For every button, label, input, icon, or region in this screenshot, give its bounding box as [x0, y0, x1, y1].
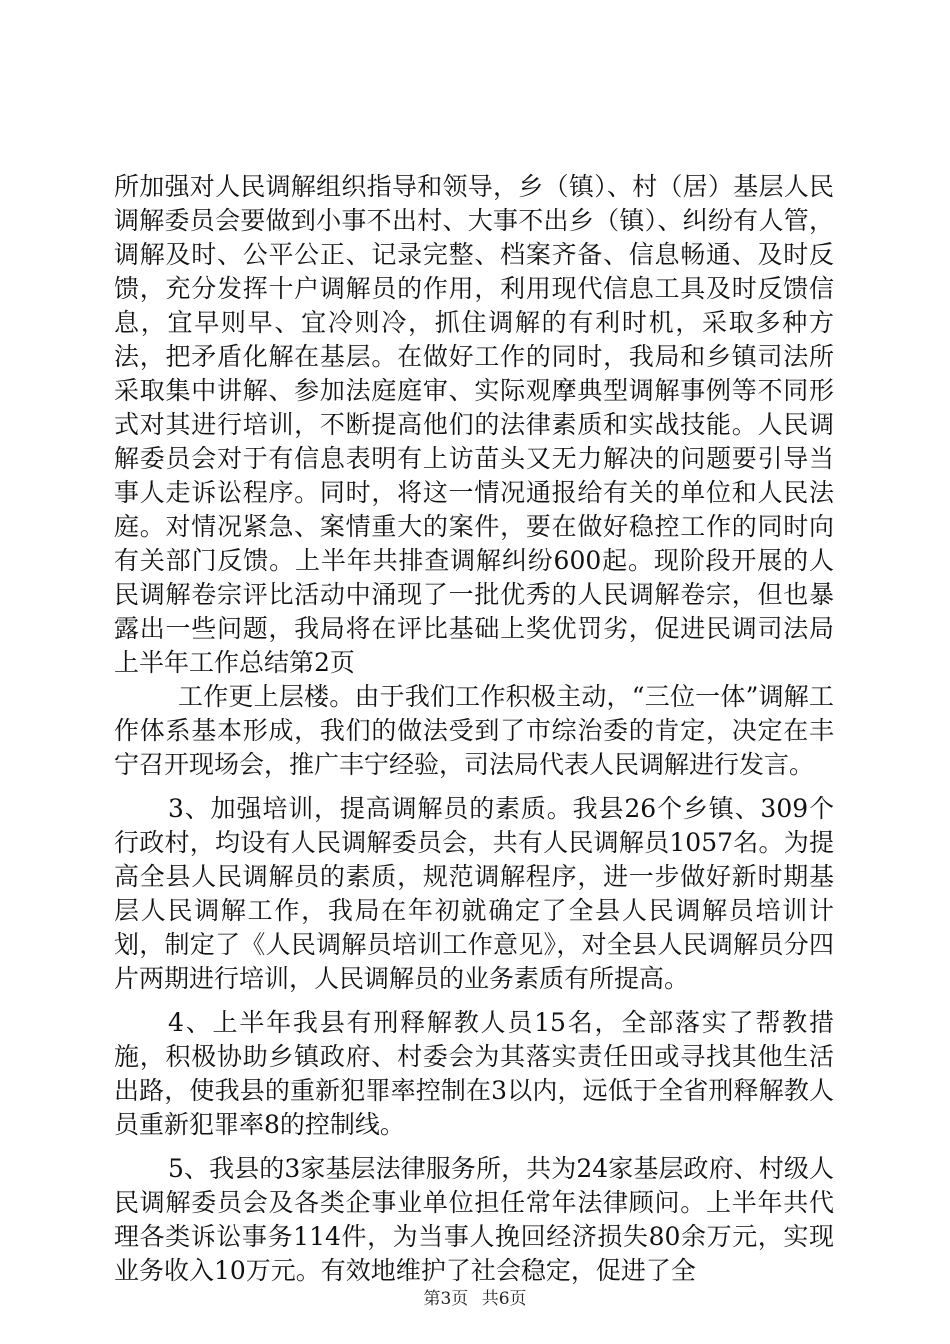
paragraph-training: 3、加强培训，提高调解员的素质。我县26个乡镇、309个行政村，均设有人民调解委员会，共有人民调解员1057名。为提高全县人民调解员的素质，规范调解程序，进一步做好新时期基层人民调解工作，我局在年初就确定了全县人民调解员培训计划，制定了《人民调解员培训工作意见》，对全县人民调解员分四片两期进行培训，人民调解员的业务素质有所提高。 [114, 794, 834, 993]
paragraph-rehabilitation: 4、上半年我县有刑释解教人员15名，全部落实了帮教措施，积极协助乡镇政府、村委会为其落实责任田或寻找其他生活出路，使我县的重新犯罪率控制在3以内，远低于全省刑释解教人员重新犯罪率8的控制线。 [114, 1008, 834, 1139]
page-number: 第3页 [423, 1289, 469, 1309]
page-total: 共6页 [481, 1289, 527, 1309]
paragraph-legal-services: 5、我县的3家基层法律服务所，共为24家基层政府、村级人民调解委员会及各类企事业单位担任常年法律顾问。上半年共代理各类诉讼事务114件，为当事人挽回经济损失80余万元，实现业务收入10万元。有效地维护了社会稳定，促进了全 [114, 1154, 834, 1285]
paragraph-work-progress: 工作更上层楼。由于我们工作积极主动，“三位一体”调解工作体系基本形成，我们的做法受到了市综治委的肯定，决定在丰宁召开现场会，推广丰宁经验，司法局代表人民调解进行发言。 [114, 682, 834, 779]
page-footer [0, 1284, 950, 1309]
paragraph-continuation: 所加强对人民调解组织指导和领导，乡（镇）、村（居）基层人民调解委员会要做到小事不出村、大事不出乡（镇）、纠纷有人管，调解及时、公平公正、记录完整、档案齐备、信息畅通、及时反馈，充分发挥十户调解员的作用，利用现代信息工具及时反馈信息，宜早则早、宜冷则冷，抓住调解的有利时机，采取多种方法，把矛盾化解在基层。在做好工作的同时，我局和乡镇司法所采取集中讲解、参加法庭庭审、实际观摩典型调解事例等不同形式对其进行培训，不断提高他们的法律素质和实战技能。人民调解委员会对于有信息表明有上访苗头又无力解决的问题要引导当事人走诉讼程序。同时，将这一情况通报给有关的单位和人民法庭。对情况紧急、案情重大的案件，要在做好稳控工作的同时向有关部门反馈。上半年共排查调解纠纷600起。现阶段开展的人民调解卷宗评比活动中涌现了一批优秀的人民调解卷宗，但也暴露出一些问题，我局将在评比基础上奖优罚劣，促进民调司法局上半年工作总结第2页 [114, 172, 834, 677]
document-body [114, 170, 834, 1288]
